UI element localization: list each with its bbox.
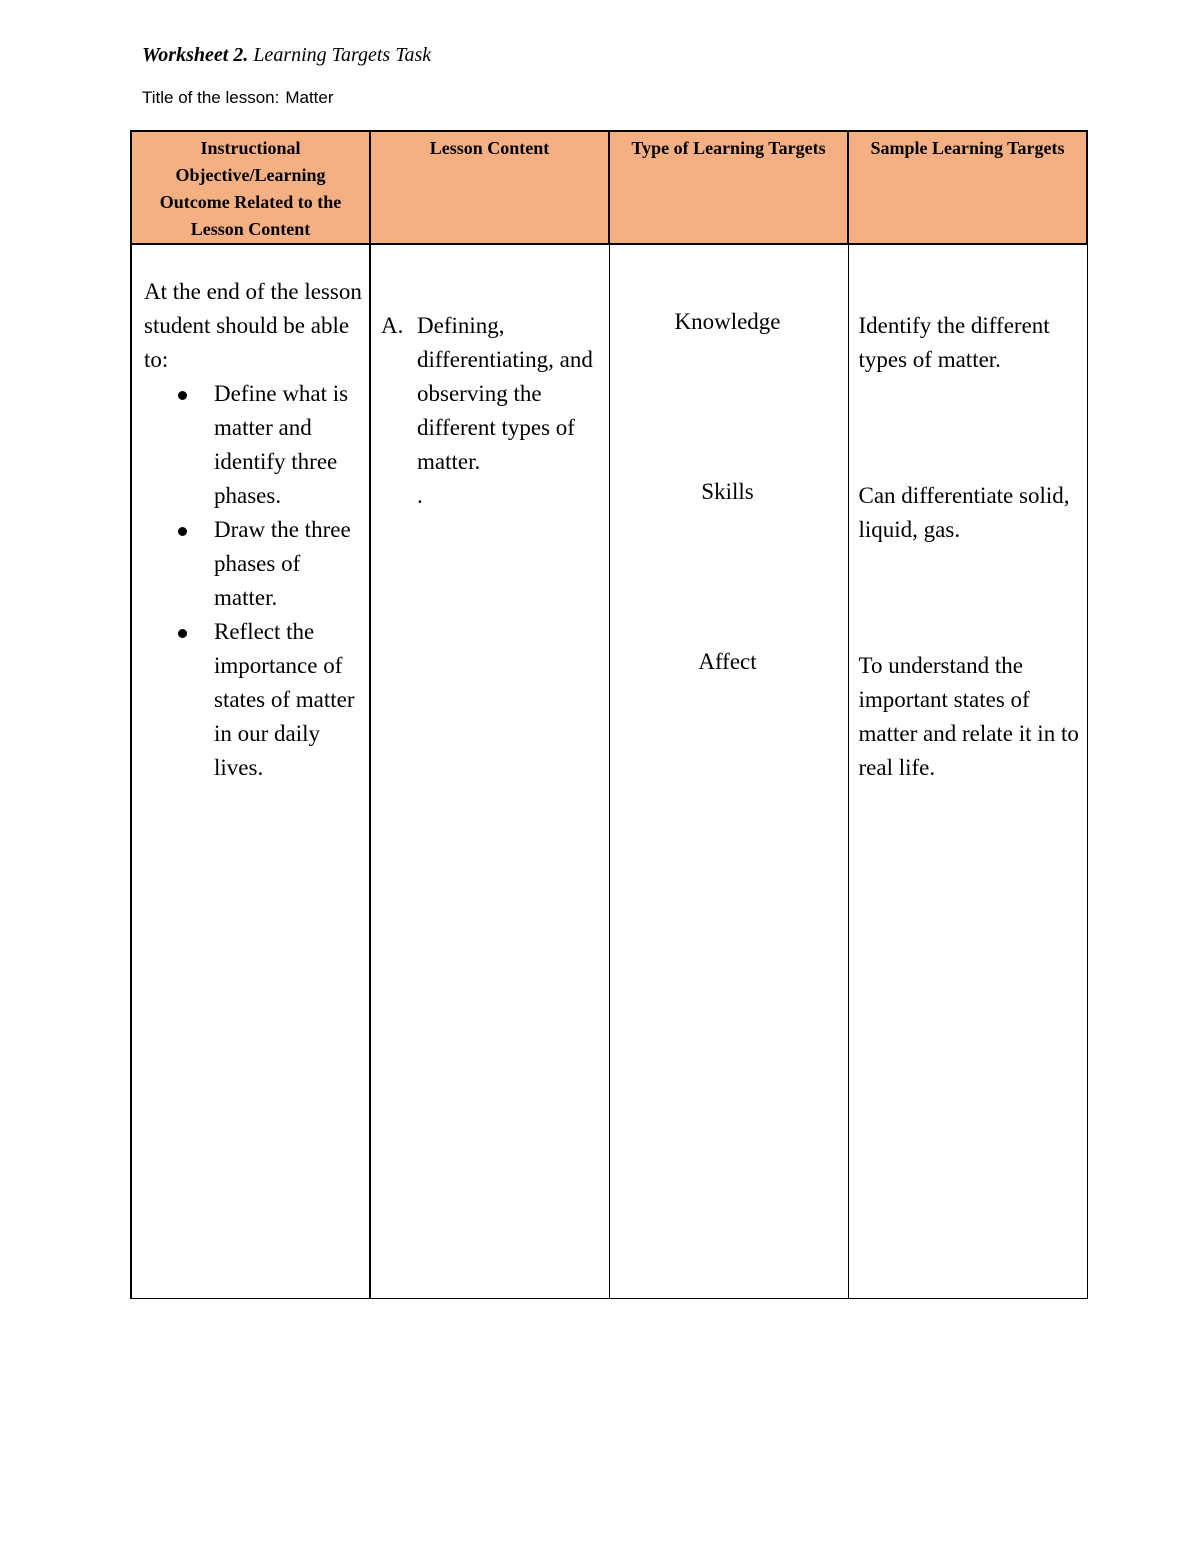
list-item bbox=[214, 377, 369, 513]
objective-text: Draw the three phases of matter. bbox=[214, 517, 351, 610]
bullet-icon bbox=[178, 391, 187, 400]
sample-target-skills: Can differentiate solid, liquid, gas. bbox=[858, 483, 1070, 542]
worksheet-subtitle: Learning Targets Task bbox=[253, 44, 432, 66]
bullet-icon bbox=[178, 527, 187, 536]
sample-target-affect: To understand the important states of matter and relate it in to real life. bbox=[858, 653, 1079, 780]
sample-target-knowledge: Identify the different types of matter. bbox=[858, 313, 1050, 372]
lesson-title-label: Title of the lesson: bbox=[142, 88, 280, 107]
objective-text: Reflect the importance of states of matter in our daily lives. bbox=[214, 619, 355, 780]
header-lesson-content: Lesson Content bbox=[370, 131, 609, 244]
header-type-of-targets: Type of Learning Targets bbox=[609, 131, 848, 244]
list-item bbox=[214, 513, 369, 615]
lesson-content-cell bbox=[370, 244, 609, 1299]
target-type-skills: Skills bbox=[701, 479, 754, 504]
target-types-cell bbox=[609, 244, 848, 1299]
table-header-row bbox=[131, 131, 1087, 244]
learning-targets-table bbox=[130, 130, 1088, 1299]
content-item-text: Defining, differentiating, and observing the different types of matter. bbox=[417, 313, 593, 474]
bullet-icon bbox=[178, 629, 187, 638]
target-type-affect: Affect bbox=[698, 649, 757, 674]
objectives-intro: At the end of the lesson student should be able to: bbox=[144, 279, 362, 372]
lesson-title-value: Matter bbox=[285, 88, 334, 107]
objectives-list bbox=[132, 377, 369, 785]
target-type-knowledge: Knowledge bbox=[674, 309, 781, 334]
header-objective: Instructional Objective/Learning Outcome Related to the Lesson Content bbox=[131, 131, 370, 244]
objectives-cell bbox=[131, 244, 370, 1299]
lesson-title-line bbox=[142, 88, 334, 108]
list-item bbox=[214, 615, 369, 785]
content-trailing-mark: . bbox=[417, 483, 423, 508]
header-sample-targets: Sample Learning Targets bbox=[848, 131, 1087, 244]
worksheet-heading bbox=[142, 44, 431, 67]
content-item bbox=[381, 309, 609, 513]
table-row bbox=[131, 244, 1087, 1299]
content-item-marker: A. bbox=[381, 313, 404, 338]
sample-targets-cell bbox=[848, 244, 1087, 1299]
worksheet-label: Worksheet 2. bbox=[142, 44, 249, 66]
objective-text: Define what is matter and identify three phases. bbox=[214, 381, 349, 508]
